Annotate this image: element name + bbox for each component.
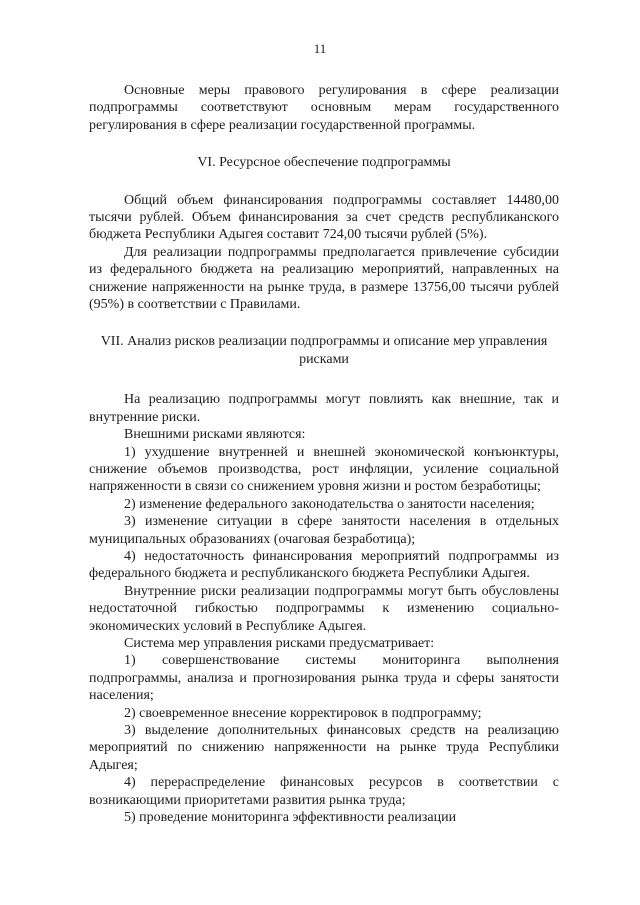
paragraph-measures-label: Система мер управления рисками предусматривает: xyxy=(124,635,435,651)
list-item-external-1: 1) ухудшение внутренней и внешней экономической конъюнктуры, снижение объемов производства, рост инфляции, усиление социальной напряженности в связи со снижением уровня жизни и ростом безработицы; xyxy=(89,444,559,495)
section-heading-risks: VII. Анализ рисков реализации подпрограммы и описание мер управления рисками xyxy=(100,334,548,367)
list-item-measure-3: 3) выделение дополнительных финансовых средств на реализацию мероприятий по снижению напряженности на рынке труда Республики Адыгея; xyxy=(89,723,559,773)
paragraph-federal-subsidy: Для реализации подпрограммы предполагается привлечение субсидии из федерального бюджета на реализацию мероприятий, направленных на снижение напряженности на рынке труда, в размере 13756,00 тысячи рублей (95%) в соответствии с Правилами. xyxy=(89,244,559,313)
list-item-external-4: 4) недостаточность финансирования мероприятий подпрограммы из федерального бюджета и республиканского бюджета Республики Адыгея. xyxy=(89,548,559,582)
document-body xyxy=(89,82,559,826)
list-item-measure-5: 5) проведение мониторинга эффективности реализации xyxy=(124,810,457,826)
list-item-measure-1: 1) совершенствование системы мониторинга выполнения подпрограммы, анализа и прогнозирования рынка труда и сферы занятости населения; xyxy=(89,653,559,704)
list-item-measure-4: 4) перераспределение финансовых ресурсов в соответствии с возникающими приоритетами развития рынка труда; xyxy=(89,775,559,808)
list-item-external-3: 3) изменение ситуации в сфере занятости населения в отдельных муниципальных образованиях (очаговая безработица); xyxy=(89,514,559,547)
paragraph-external-risks-label: Внешними рисками являются: xyxy=(124,427,306,443)
list-item-external-2: 2) изменение федерального законодательства о занятости населения; xyxy=(124,496,535,512)
paragraph-risks-intro: На реализацию подпрограммы могут повлиять как внешние, так и внутренние риски. xyxy=(89,392,559,425)
paragraph-internal-risks: Внутренние риски реализации подпрограммы могут быть обусловлены недостаточной гибкостью подпрограммы к изменению социально-экономических условий в Республике Адыгея. xyxy=(89,583,559,634)
section-heading-resources: VI. Ресурсное обеспечение подпрограммы xyxy=(197,155,451,171)
page-number: 11 xyxy=(313,41,327,56)
list-item-measure-2: 2) своевременное внесение корректировок в подпрограмму; xyxy=(124,705,482,721)
paragraph-legal-regulation: Основные меры правового регулирования в сфере реализации подпрограммы соответствуют основным мерам государственного регулирования в сфере реализации государственной программы. xyxy=(89,83,559,133)
paragraph-funding-total: Общий объем финансирования подпрограммы составляет 14480,00 тысячи рублей. Объем финансирования за счет средств республиканского бюджета Республики Адыгея составит 724,00 тысячи рублей (5%). xyxy=(89,192,559,243)
